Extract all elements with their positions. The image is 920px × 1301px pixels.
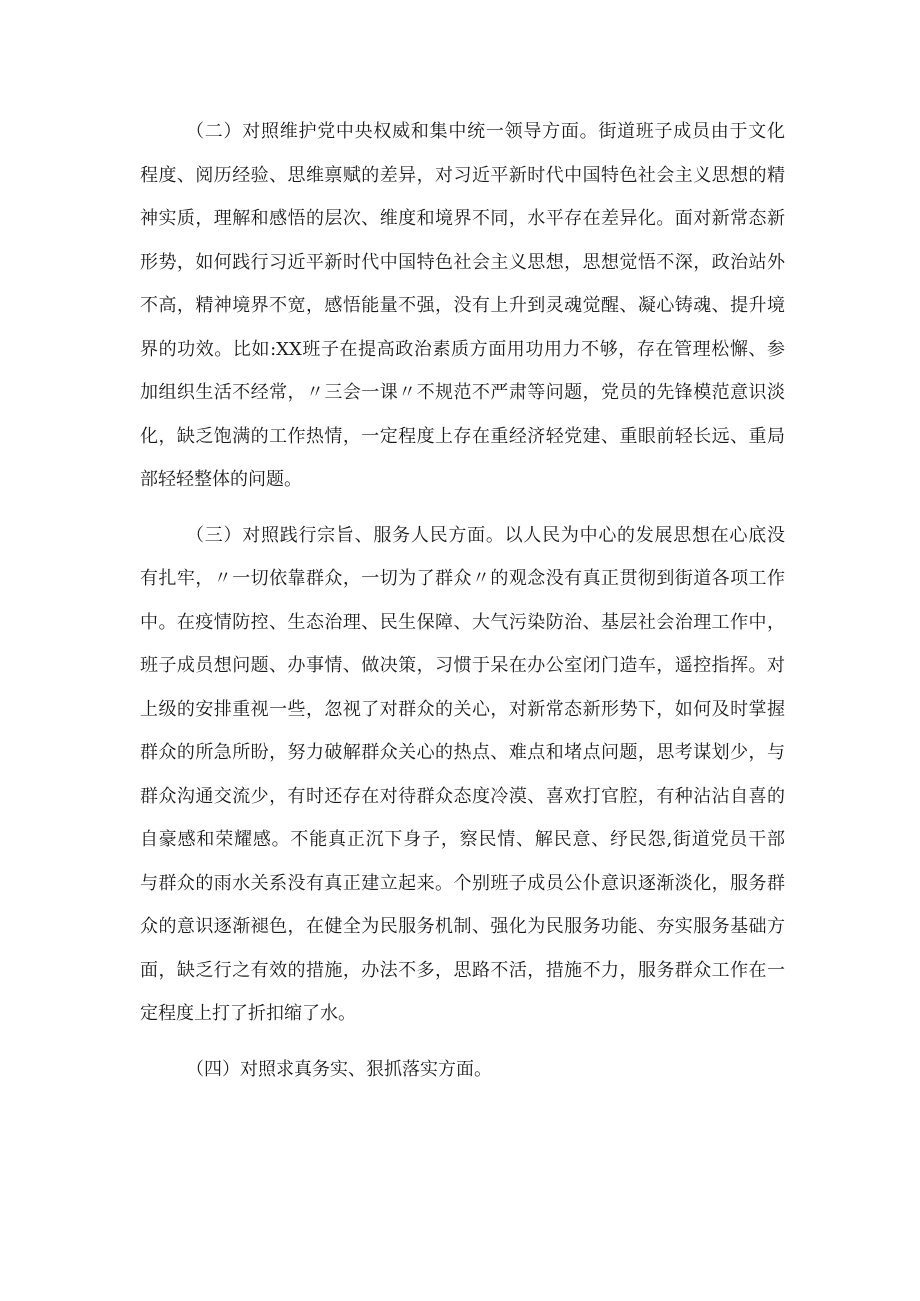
text-line: 自豪感和荣耀感。不能真正沉下身子，察民情、解民意、纾民怨,街道党员干部 <box>140 829 785 850</box>
text-line: 程度、阅历经验、思维禀赋的差异，对习近平新时代中国特色社会主义思想的精 <box>140 164 785 186</box>
text-line: （二）对照维护党中央权威和集中统一领导方面。街道班子成员由于文化 <box>186 121 785 142</box>
text-line: 部轻轻整体的问题。 <box>140 469 302 490</box>
section-heading: （四）对照求真务实、狠抓落实方面。 <box>186 1058 492 1080</box>
text-line: 形势，如何践行习近平新时代中国特色社会主义思想，思想觉悟不深，政治站外 <box>140 251 785 273</box>
document-body <box>140 110 785 1091</box>
text-line: 界的功效。比如:XX班子在提高政治素质方面用功用力不够，存在管理松懈、参 <box>140 338 785 360</box>
text-line: 众的意识逐渐褪色，在健全为民服务机制、强化为民服务功能、夯实服务基础方 <box>140 916 785 937</box>
text-line: 与群众的雨水关系没有真正建立起来。个别班子成员公仆意识逐渐淡化，服务群 <box>140 872 785 894</box>
text-line: （三）对照践行宗旨、服务人民方面。以人民为中心的发展思想在心底没 <box>186 524 785 546</box>
text-line: 群众沟通交流少，有时还存在对待群众态度冷漠、喜欢打官腔，有种沾沾自喜的 <box>140 785 785 807</box>
text-line: 群众的所急所盼，努力破解群众关心的热点、难点和堵点问题，思考谋划少，与 <box>140 742 785 763</box>
text-line: 上级的安排重视一些，忽视了对群众的关心，对新常态新形势下，如何及时掌握 <box>140 698 785 720</box>
text-line: 不高，精神境界不宽，感悟能量不强，没有上升到灵魂觉醒、凝心铸魂、提升境 <box>140 295 785 316</box>
text-line: 化，缺乏饱满的工作热情，一定程度上存在重经济轻党建、重眼前轻长远、重局 <box>140 425 785 447</box>
text-line: 面，缺乏行之有效的措施，办法不多，思路不活，措施不力，服务群众工作在一 <box>140 959 785 981</box>
paragraph-section-4 <box>140 1048 785 1092</box>
paragraph-section-3 <box>140 514 785 1036</box>
text-line: 有扎牢，〃一切依靠群众，一切为了群众〃的观念没有真正贯彻到街道各项工作 <box>140 568 785 589</box>
text-line: 班子成员想问题、办事情、做决策，习惯于呆在办公室闭门造车，遥控指挥。对 <box>140 655 785 676</box>
paragraph-gap <box>140 502 785 514</box>
text-line: 加组织生活不经常，〃三会一课〃不规范不严肃等问题，党员的先锋模范意识淡 <box>140 382 785 403</box>
text-line: 定程度上打了折扣缩了水。 <box>140 1003 356 1024</box>
paragraph-gap <box>140 1036 785 1048</box>
text-line: 神实质，理解和感悟的层次、维度和境界不同，水平存在差异化。面对新常态新 <box>140 208 785 229</box>
text-line: 中。在疫情防控、生态治理、民生保障、大气污染防治、基层社会治理工作中， <box>140 611 785 633</box>
paragraph-section-2 <box>140 110 785 502</box>
